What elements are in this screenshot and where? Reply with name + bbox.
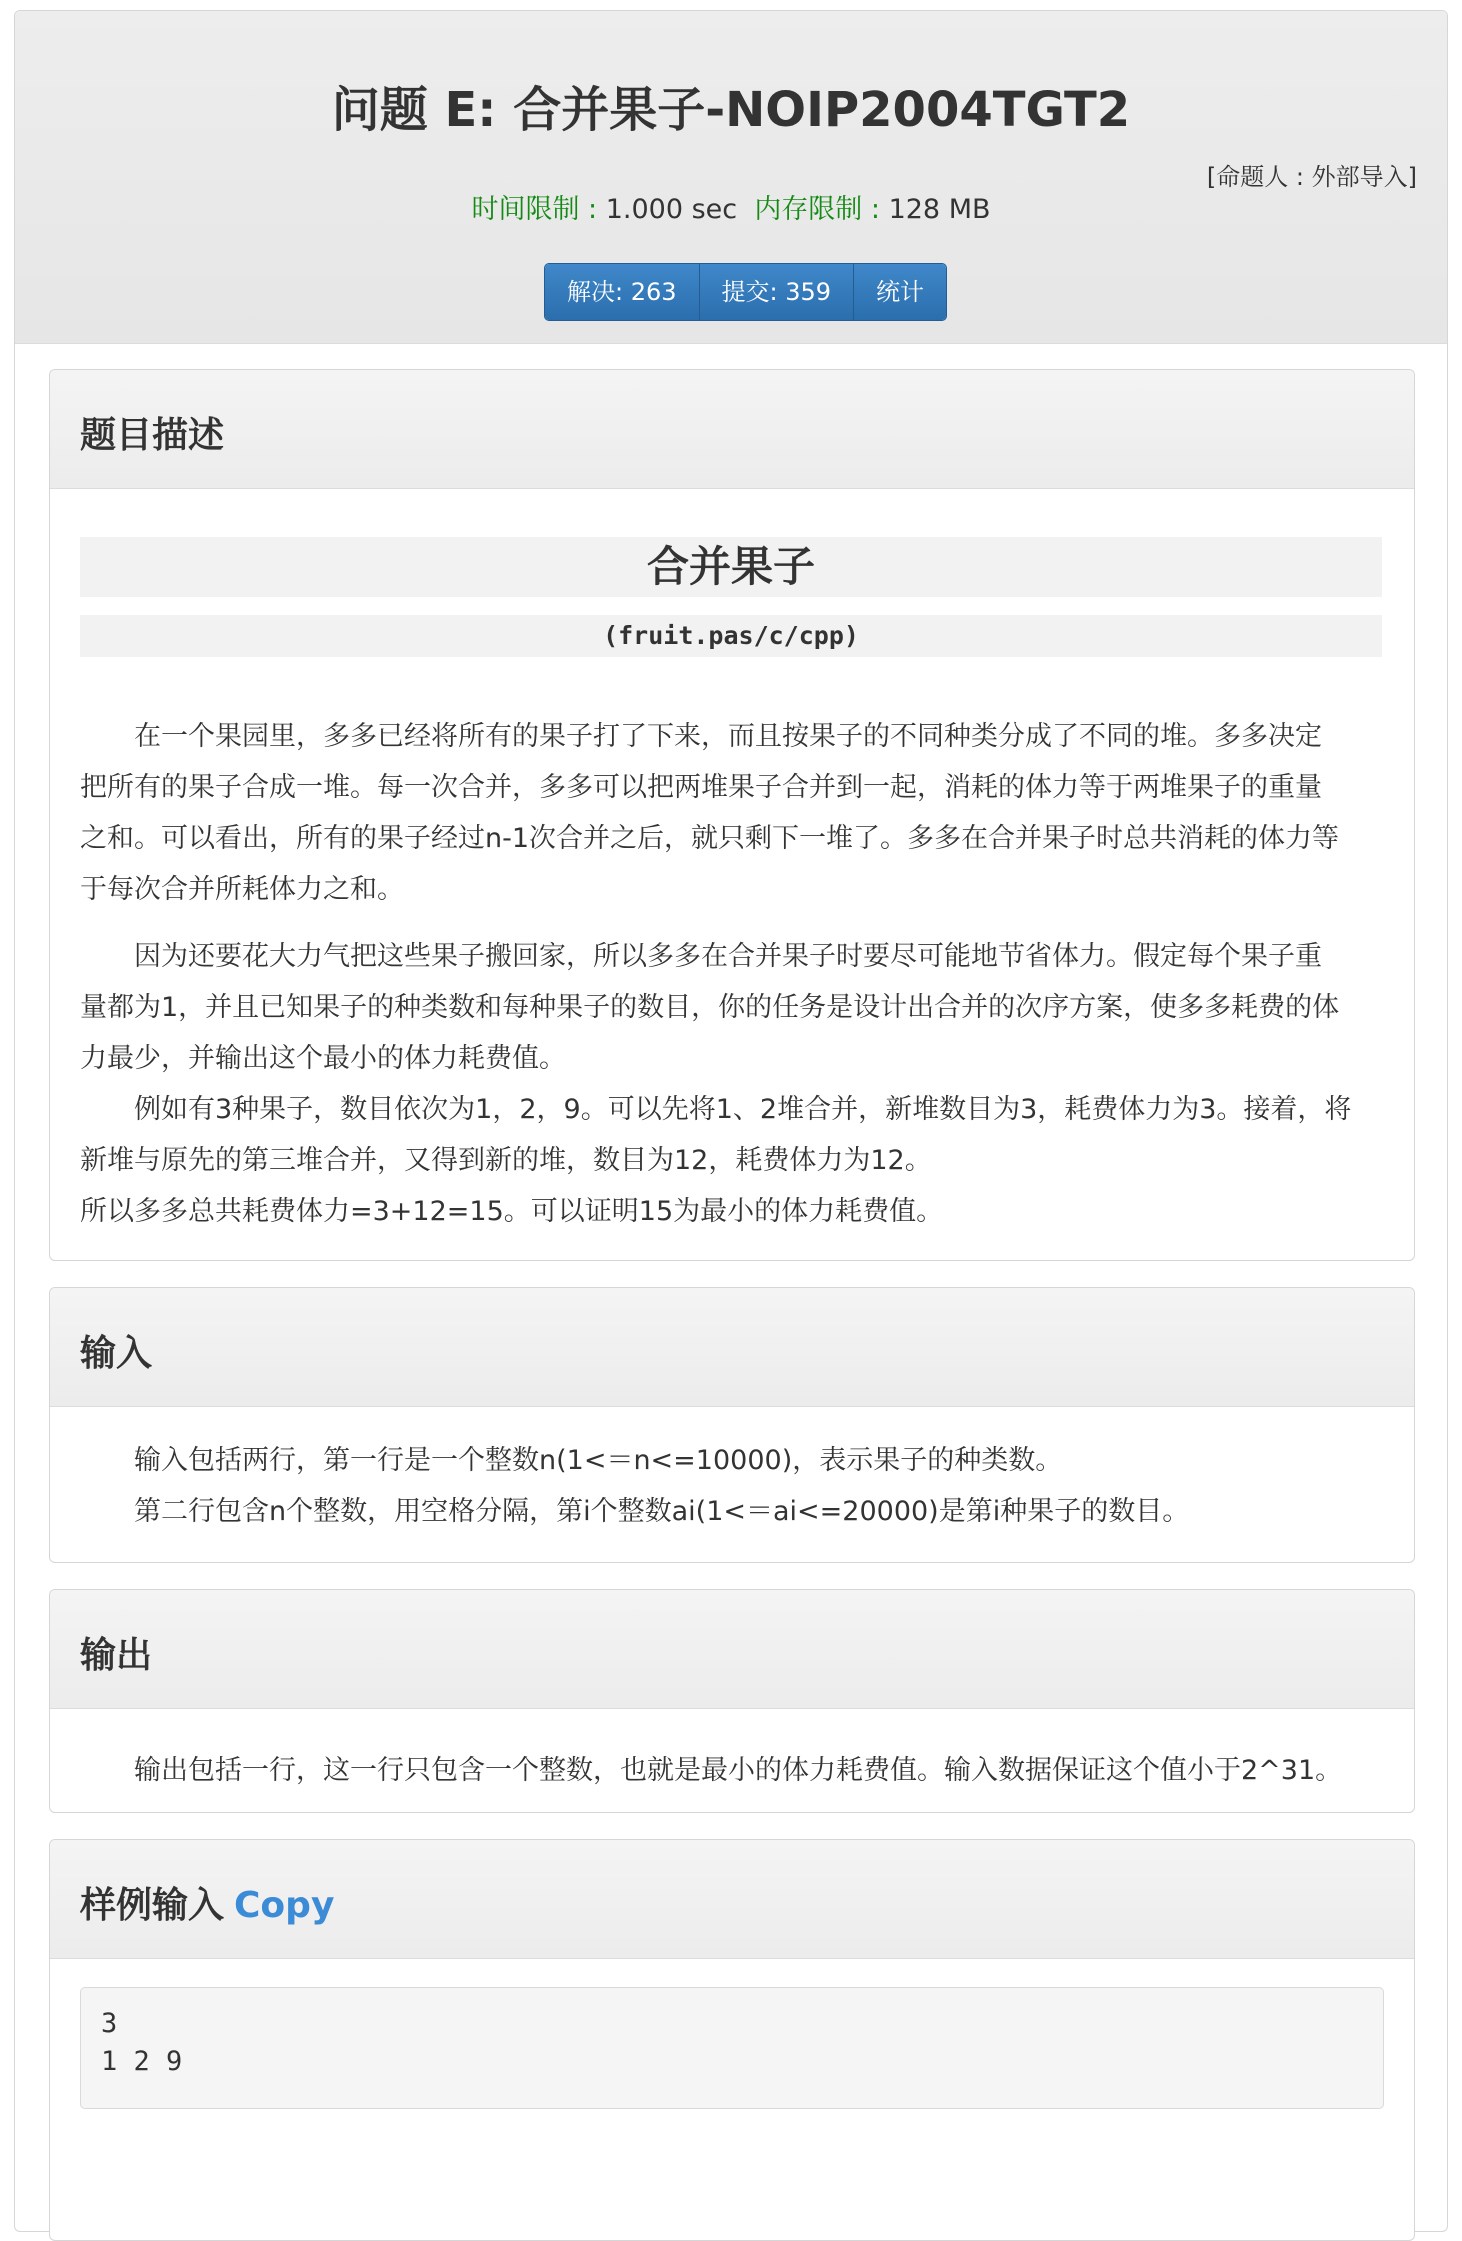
description-line: 在一个果园里，多多已经将所有的果子打了下来，而且按果子的不同种类分成了不同的堆。多多决定 [134, 721, 1322, 752]
description-line: 于每次合并所耗体力之和。 [80, 874, 404, 905]
memory-limit-value: 128 MB [888, 194, 991, 225]
output-panel-header [50, 1590, 1414, 1709]
sample-input-panel [49, 1839, 1415, 2241]
sample-input-line: 1 2 9 [101, 2046, 183, 2077]
limits-line [15, 187, 1447, 226]
description-line: 新堆与原先的第三堆合并，又得到新的堆，数目为12，耗费体力为12。 [80, 1145, 932, 1176]
input-panel [49, 1287, 1415, 1563]
problem-setter: [命题人 : 外部导入] [1206, 163, 1417, 191]
sample-input-box [80, 1987, 1384, 2109]
description-line: 所以多多总共耗费体力=3+12=15。可以证明15为最小的体力耗费值。 [80, 1196, 944, 1227]
output-line: 输出包括一行，这一行只包含一个整数，也就是最小的体力耗费值。输入数据保证这个值小于2^31。 [134, 1755, 1343, 1786]
output-paragraph [80, 1745, 1390, 1796]
problem-filename: (fruit.pas/c/cpp) [80, 615, 1382, 657]
time-limit-label: 时间限制 : [471, 194, 606, 225]
statistics-button[interactable]: 统计 [854, 264, 946, 320]
problem-subtitle: 合并果子 [80, 537, 1382, 597]
description-panel [49, 369, 1415, 1261]
sample-input-heading: 样例输入 [80, 1885, 225, 1926]
time-limit-value: 1.000 sec [605, 194, 738, 225]
description-heading: 题目描述 [80, 415, 225, 456]
description-line: 例如有3种果子，数目依次为1，2，9。可以先将1、2堆合并，新堆数目为3，耗费体力为3。接着，将 [134, 1094, 1352, 1125]
stats-button-group [544, 263, 947, 321]
page-title: 问题 E: 合并果子-NOIP2004TGT2 [331, 82, 1131, 138]
submit-button[interactable]: 提交: 359 [700, 264, 855, 320]
description-line: 把所有的果子合成一堆。每一次合并，多多可以把两堆果子合并到一起，消耗的体力等于两堆果子的重量 [80, 772, 1322, 803]
description-line: 量都为1，并且已知果子的种类数和每种果子的数目，你的任务是设计出合并的次序方案，使多多耗费的体 [80, 992, 1340, 1023]
input-line: 第二行包含n个整数，用空格分隔，第i个整数ai(1<＝ai<=20000)是第i种果子的数目。 [134, 1496, 1190, 1527]
input-heading: 输入 [80, 1333, 153, 1374]
description-line: 之和。可以看出，所有的果子经过n-1次合并之后，就只剩下一堆了。多多在合并果子时总共消耗的体力等 [80, 823, 1340, 854]
output-panel [49, 1589, 1415, 1813]
input-panel-header [50, 1288, 1414, 1407]
sample-input-heading-wrap [80, 1877, 334, 1928]
memory-limit-label: 内存限制 : [754, 194, 889, 225]
description-panel-header [50, 370, 1414, 489]
output-heading: 输出 [80, 1635, 153, 1676]
sample-input-panel-header [50, 1840, 1414, 1959]
description-line: 力最少，并输出这个最小的体力耗费值。 [80, 1043, 566, 1074]
problem-page [14, 10, 1448, 2232]
input-line: 输入包括两行，第一行是一个整数n(1<＝n<=10000)，表示果子的种类数。 [134, 1445, 1063, 1476]
problem-header [15, 11, 1447, 344]
input-paragraph [80, 1435, 1390, 1537]
solved-button[interactable]: 解决: 263 [545, 264, 700, 320]
description-paragraph-1 [80, 711, 1390, 915]
description-line: 因为还要花大力气把这些果子搬回家，所以多多在合并果子时要尽可能地节省体力。假定每个果子重 [134, 941, 1322, 972]
sample-input-line: 3 [101, 2008, 118, 2039]
copy-link[interactable]: Copy [234, 1885, 335, 1926]
description-paragraph-2 [80, 931, 1390, 1237]
